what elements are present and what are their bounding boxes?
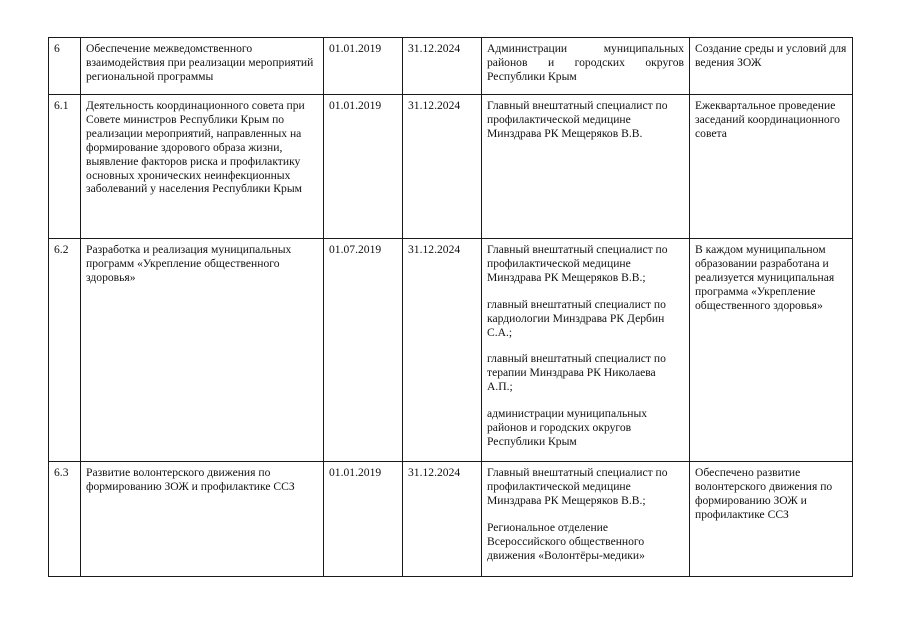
responsible-entry: Главный внештатный специалист по профилактической медицине Минздрава РК Мещеряков В.В.; (487, 243, 668, 284)
measures-table (48, 37, 853, 577)
responsible-entry: Главный внештатный специалист по профилактической медицине Минздрава РК Мещеряков В.В. (487, 99, 668, 140)
responsible-cell (482, 38, 690, 95)
start-date: 01.07.2019 (324, 239, 403, 462)
row-number: 6.2 (49, 239, 81, 462)
measure-name: Обеспечение межведомственного взаимодействия при реализации мероприятий региональной программы (81, 38, 324, 95)
measure-name: Развитие волонтерского движения по формированию ЗОЖ и профилактике ССЗ (81, 462, 324, 577)
row-number: 6.3 (49, 462, 81, 577)
responsible-cell (482, 462, 690, 577)
measure-name: Деятельность координационного совета при Совете министров Республики Крым по реализации мероприятий, направленных на формирование здорового образа жизни, выявление факторов риска и профилактику основных хронических неинфекционных заболеваний у населения Республики Крым (81, 95, 324, 239)
expected-result: Ежеквартальное проведение заседаний координационного совета (690, 95, 853, 239)
expected-result: Создание среды и условий для ведения ЗОЖ (690, 38, 853, 95)
table-row (49, 462, 853, 577)
responsible-cell (482, 95, 690, 239)
responsible-entry: Региональное отделение Всероссийского общественного движения «Волонтёры-медики» (487, 520, 645, 562)
responsible-cell (482, 239, 690, 462)
row-number: 6 (49, 38, 81, 95)
responsible-entry: главный внештатный специалист по кардиологии Минздрава РК Дербин С.А.; (487, 297, 666, 339)
end-date: 31.12.2024 (403, 95, 482, 239)
expected-result: Обеспечено развитие волонтерского движения по формированию ЗОЖ и профилактике ССЗ (690, 462, 853, 577)
row-number: 6.1 (49, 95, 81, 239)
table-row (49, 38, 853, 95)
responsible-entry: Главный внештатный специалист по профилактической медицине Минздрава РК Мещеряков В.В.; (487, 466, 668, 507)
end-date: 31.12.2024 (403, 38, 482, 95)
start-date: 01.01.2019 (324, 38, 403, 95)
responsible-entry: Администрации муниципальных районов и городских округов Республики Крым (487, 42, 684, 83)
responsible-entry: главный внештатный специалист по терапии Минздрава РК Николаева А.П.; (487, 352, 666, 394)
responsible-entry: администрации муниципальных районов и городских округов Республики Крым (487, 407, 648, 448)
expected-result: В каждом муниципальном образовании разработана и реализуется муниципальная программа «Укрепление общественного здоровья» (690, 239, 853, 462)
end-date: 31.12.2024 (403, 462, 482, 577)
measure-name: Разработка и реализация муниципальных программ «Укрепление общественного здоровья» (81, 239, 324, 462)
start-date: 01.01.2019 (324, 462, 403, 577)
end-date: 31.12.2024 (403, 239, 482, 462)
start-date: 01.01.2019 (324, 95, 403, 239)
table-row (49, 239, 853, 462)
table-row (49, 95, 853, 239)
